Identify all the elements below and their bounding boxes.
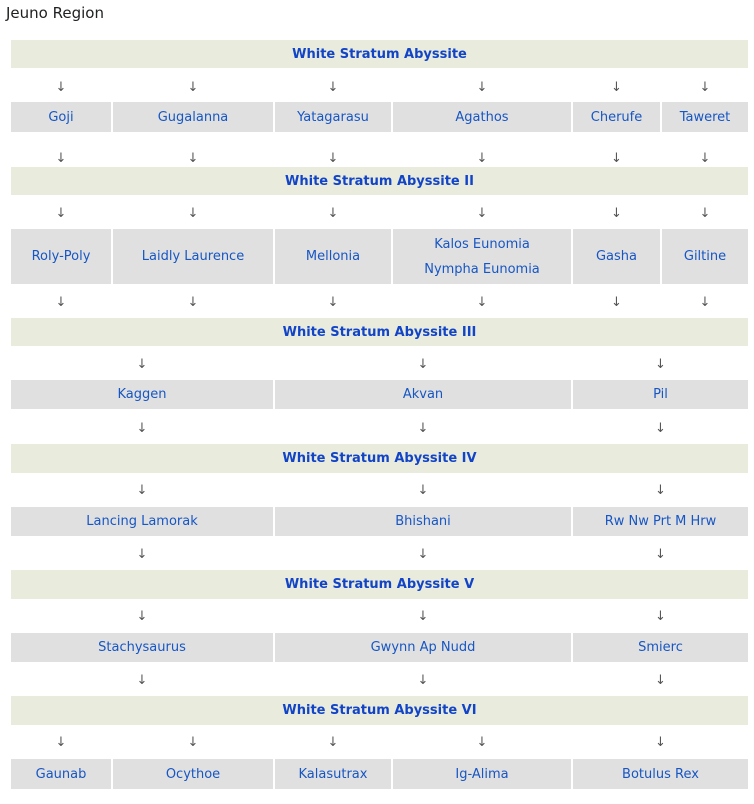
down-arrow-icon: ↓: [476, 205, 488, 221]
monster-link[interactable]: Agathos: [455, 109, 509, 125]
down-arrow-icon: ↓: [655, 482, 666, 498]
down-arrow-icon: ↓: [187, 79, 199, 95]
monster-cell[interactable]: [11, 507, 273, 536]
monster-link[interactable]: Mellonia: [305, 249, 361, 264]
monster-cell[interactable]: [573, 102, 660, 132]
monster-link[interactable]: Gaunab: [35, 766, 87, 782]
down-arrow-icon: ↓: [699, 79, 711, 95]
down-arrow-icon: ↓: [417, 356, 429, 372]
monster-cell[interactable]: [573, 759, 748, 789]
monster-link[interactable]: Laidly Laurence: [141, 249, 245, 264]
down-arrow-icon: ↓: [187, 734, 199, 750]
monster-cell[interactable]: [275, 633, 571, 662]
down-arrow-icon: ↓: [55, 734, 67, 750]
down-arrow-icon: ↓: [136, 546, 148, 562]
monster-link[interactable]: Stachysaurus: [98, 640, 186, 655]
down-arrow-icon: ↓: [187, 294, 199, 310]
monster-cell[interactable]: [662, 229, 748, 284]
down-arrow-icon: ↓: [699, 150, 711, 166]
monster-link[interactable]: Akvan: [402, 387, 444, 402]
monster-link[interactable]: Pil: [653, 387, 668, 402]
monster-cell[interactable]: [573, 507, 748, 536]
tier-header[interactable]: White Stratum Abyssite V: [11, 570, 748, 599]
monster-link[interactable]: Gasha: [595, 249, 638, 264]
down-arrow-icon: ↓: [611, 150, 622, 166]
page-title: Jeuno Region: [6, 4, 104, 22]
monster-cell[interactable]: [113, 102, 273, 132]
down-arrow-icon: ↓: [327, 734, 339, 750]
monster-cell[interactable]: [11, 229, 111, 284]
down-arrow-icon: ↓: [187, 205, 199, 221]
monster-cell[interactable]: [275, 507, 571, 536]
monster-cell[interactable]: [393, 102, 571, 132]
down-arrow-icon: ↓: [187, 150, 199, 166]
monster-cell[interactable]: [573, 633, 748, 662]
down-arrow-icon: ↓: [476, 150, 488, 166]
down-arrow-icon: ↓: [655, 420, 666, 436]
down-arrow-icon: ↓: [476, 79, 488, 95]
monster-link[interactable]: Gwynn Ap Nudd: [370, 640, 476, 655]
down-arrow-icon: ↓: [699, 294, 711, 310]
monster-cell[interactable]: [662, 102, 748, 132]
down-arrow-icon: ↓: [327, 294, 339, 310]
monster-link[interactable]: Ig-Alima: [455, 766, 509, 782]
down-arrow-icon: ↓: [55, 150, 67, 166]
down-arrow-icon: ↓: [655, 546, 666, 562]
down-arrow-icon: ↓: [699, 205, 711, 221]
monster-link[interactable]: Taweret: [679, 109, 731, 125]
monster-link[interactable]: Smierc: [638, 640, 683, 655]
monster-link[interactable]: Ocythoe: [165, 766, 221, 782]
monster-cell[interactable]: [113, 229, 273, 284]
monster-cell[interactable]: [393, 759, 571, 789]
monster-cell[interactable]: [573, 229, 660, 284]
monster-cell[interactable]: [393, 229, 571, 284]
monster-cell[interactable]: [275, 229, 391, 284]
down-arrow-icon: ↓: [655, 672, 666, 688]
down-arrow-icon: ↓: [136, 356, 148, 372]
monster-link[interactable]: Cherufe: [590, 109, 643, 125]
monster-cell[interactable]: [11, 633, 273, 662]
tier-header[interactable]: White Stratum Abyssite IV: [11, 444, 748, 473]
down-arrow-icon: ↓: [476, 734, 488, 750]
down-arrow-icon: ↓: [417, 420, 429, 436]
down-arrow-icon: ↓: [136, 672, 148, 688]
down-arrow-icon: ↓: [611, 79, 622, 95]
down-arrow-icon: ↓: [55, 205, 67, 221]
down-arrow-icon: ↓: [417, 546, 429, 562]
tier-header[interactable]: White Stratum Abyssite II: [11, 167, 748, 195]
down-arrow-icon: ↓: [136, 608, 148, 624]
monster-link[interactable]: Roly-Poly: [31, 249, 91, 264]
monster-link[interactable]: Kalasutrax: [298, 766, 368, 782]
down-arrow-icon: ↓: [327, 79, 339, 95]
down-arrow-icon: ↓: [327, 150, 339, 166]
monster-link[interactable]: Kaggen: [117, 387, 167, 402]
down-arrow-icon: ↓: [655, 734, 666, 750]
down-arrow-icon: ↓: [655, 608, 666, 624]
down-arrow-icon: ↓: [611, 294, 622, 310]
down-arrow-icon: ↓: [136, 420, 148, 436]
monster-link[interactable]: Gugalanna: [157, 109, 229, 125]
monster-cell[interactable]: [11, 759, 111, 789]
monster-link[interactable]: Lancing Lamorak: [86, 514, 198, 529]
down-arrow-icon: ↓: [655, 356, 666, 372]
tier-header[interactable]: White Stratum Abyssite VI: [11, 696, 748, 725]
tier-header[interactable]: White Stratum Abyssite: [11, 40, 748, 68]
monster-link[interactable]: Giltine: [683, 249, 727, 264]
monster-link[interactable]: Yatagarasu: [297, 109, 369, 125]
monster-cell[interactable]: [11, 102, 111, 132]
monster-cell[interactable]: [113, 759, 273, 789]
monster-link[interactable]: Goji: [48, 109, 74, 125]
monster-link[interactable]: Bhishani: [395, 514, 451, 529]
down-arrow-icon: ↓: [55, 294, 67, 310]
down-arrow-icon: ↓: [55, 79, 67, 95]
down-arrow-icon: ↓: [417, 608, 429, 624]
monster-cell[interactable]: [275, 102, 391, 132]
down-arrow-icon: ↓: [327, 205, 339, 221]
monster-cell[interactable]: [573, 380, 748, 409]
down-arrow-icon: ↓: [611, 205, 622, 221]
monster-link[interactable]: Kalos Eunomia: [434, 236, 530, 252]
down-arrow-icon: ↓: [136, 482, 148, 498]
monster-cell[interactable]: [275, 380, 571, 409]
monster-link[interactable]: Botulus Rex: [622, 766, 699, 782]
monster-cell[interactable]: [11, 380, 273, 409]
monster-link[interactable]: Rw Nw Prt M Hrw: [604, 514, 717, 529]
monster-cell[interactable]: [275, 759, 391, 789]
down-arrow-icon: ↓: [476, 294, 488, 310]
down-arrow-icon: ↓: [417, 482, 429, 498]
down-arrow-icon: ↓: [417, 672, 429, 688]
monster-link[interactable]: Nympha Eunomia: [424, 261, 540, 277]
tier-header[interactable]: White Stratum Abyssite III: [11, 318, 748, 346]
